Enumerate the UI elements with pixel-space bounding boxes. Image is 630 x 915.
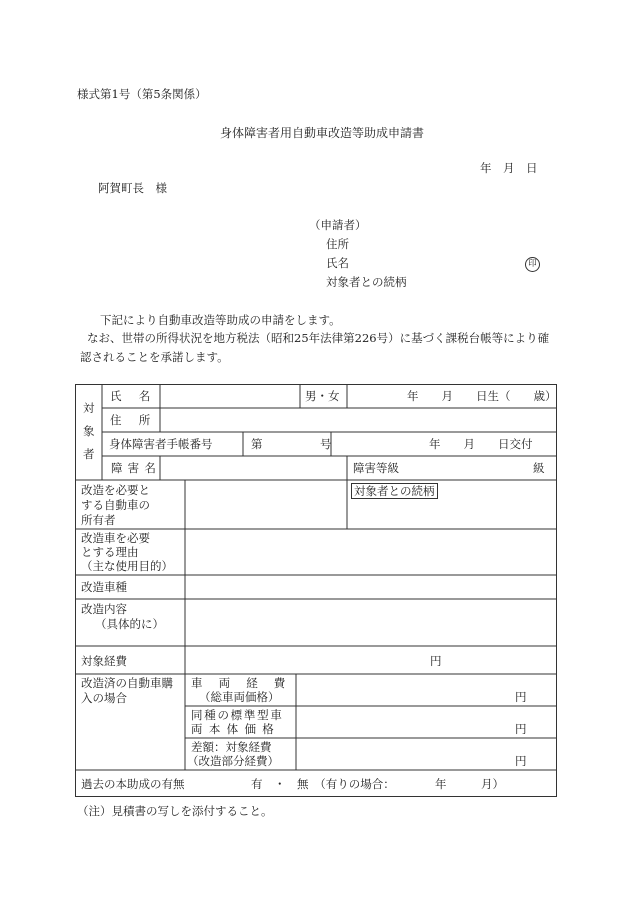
reason-label-2: とする理由 — [81, 545, 139, 559]
address-value[interactable] — [161, 409, 556, 431]
handbook-label: 身体障害者手帳番号 — [109, 437, 213, 451]
body-line-1: 下記により自動車改造等助成の申請をします。 — [100, 313, 341, 327]
subject-label-3: 者 — [83, 447, 95, 461]
purchase-label-2: 入の場合 — [81, 691, 127, 705]
reason-label-1: 改造車を必要 — [81, 531, 150, 545]
application-form-table — [75, 384, 557, 797]
footnote: （注）見積書の写しを添付すること。 — [77, 804, 273, 818]
body-line-3: 認されることを承諾します。 — [80, 350, 229, 364]
expense-unit: 円 — [430, 654, 442, 668]
addressee: 阿賀町長 様 — [98, 181, 167, 195]
owner-label-1: 改造を必要と — [81, 483, 150, 497]
applicant-name-label: 氏名 — [326, 256, 349, 270]
car-type-value[interactable] — [186, 576, 556, 598]
grade-label: 障害等級 — [353, 461, 399, 475]
name-value[interactable] — [161, 385, 299, 407]
owner-label-3: 所有者 — [81, 513, 116, 527]
owner-label-2: する自動車の — [81, 498, 150, 512]
standard-cost-label-2: 両本体価格 — [191, 722, 281, 736]
reason-label-3: （主な使用目的） — [81, 559, 173, 573]
difference-unit: 円 — [515, 754, 527, 768]
car-type-label: 改造車種 — [81, 580, 127, 594]
standard-cost-unit: 円 — [515, 722, 527, 736]
gender-field[interactable]: 男・女 — [305, 389, 340, 403]
difference-label-2: （改造部分経費） — [187, 754, 279, 768]
content-label-1: 改造内容 — [81, 602, 127, 616]
birth-date-field[interactable]: 年 月 日生（ 歳） — [407, 389, 557, 403]
name-label: 氏名 — [110, 389, 168, 403]
body-line-2: なお、世帯の所得状況を地方税法（昭和25年法律第226号）に基づく課税台帳等により確 — [87, 331, 550, 345]
past-value[interactable]: 有 ・ 無 （有りの場合： 年 月） — [251, 777, 504, 791]
form-title: 身体障害者用自動車改造等助成申請書 — [220, 126, 425, 140]
applicant-address-label: 住所 — [326, 237, 349, 251]
vehicle-cost-label-1: 車 両 経 費 — [191, 676, 288, 690]
purchase-label-1: 改造済の自動車購 — [81, 676, 173, 690]
applicant-heading: （申請者） — [309, 218, 367, 232]
difference-label-1: 差額：対象経費 — [191, 740, 272, 754]
applicant-relation-label: 対象者との続柄 — [326, 275, 407, 289]
date-line: 年 月 日 — [480, 161, 538, 175]
owner-relation-label: 対象者との続柄 — [351, 483, 438, 499]
handbook-number-field[interactable]: 第 号 — [251, 437, 332, 451]
issue-date-field[interactable]: 年 月 日交付 — [429, 437, 533, 451]
grade-unit: 級 — [533, 461, 545, 475]
form-number: 様式第1号（第5条関係） — [77, 87, 207, 101]
owner-value[interactable] — [186, 481, 346, 528]
address-label: 住所 — [110, 413, 168, 427]
vehicle-cost-label-2: （総車両価格） — [199, 690, 280, 704]
seal-mark: 印 — [525, 255, 540, 272]
standard-cost-label-1: 同種の標準型車 — [191, 708, 284, 722]
content-label-2: （具体的に） — [95, 617, 164, 631]
disability-value[interactable] — [161, 457, 346, 479]
expense-label: 対象経費 — [81, 654, 127, 668]
disability-label: 障害名 — [111, 461, 162, 475]
content-value[interactable] — [186, 600, 556, 645]
subject-label-1: 対 — [83, 401, 95, 415]
reason-value[interactable] — [186, 530, 556, 574]
past-label: 過去の本助成の有無 — [81, 777, 185, 791]
vehicle-cost-unit: 円 — [515, 690, 527, 704]
subject-label-2: 象 — [83, 424, 95, 438]
